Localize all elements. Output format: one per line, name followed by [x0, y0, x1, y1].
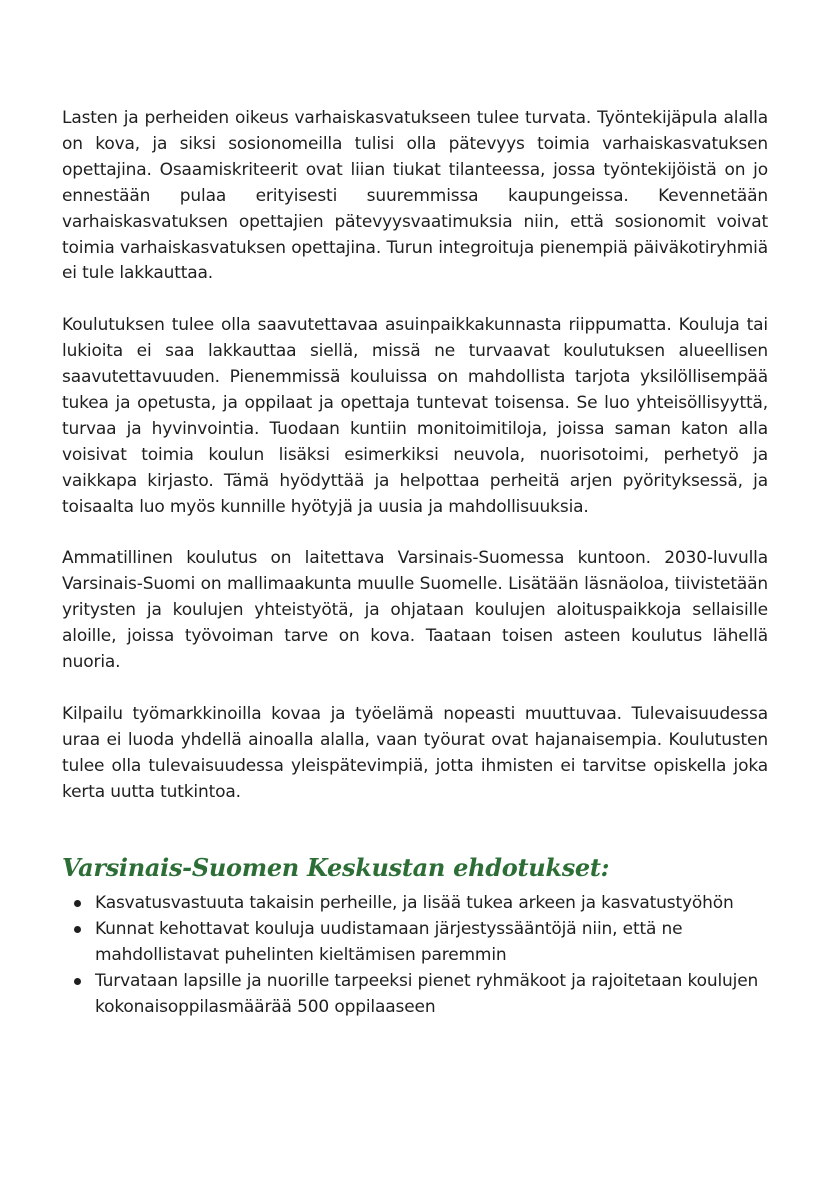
proposals-heading: Varsinais-Suomen Keskustan ehdotukset:: [62, 853, 610, 883]
list-item-text: Turvataan lapsille ja nuorille tarpeeksi pienet ryhmäkoot ja rajoitetaan koulujen kokonaisoppilasmäärää 500 oppilaaseen: [95, 971, 759, 1018]
paragraph-working-life: Kilpailu työmarkkinoilla kovaa ja työelämä nopeasti muuttuvaa. Tulevaisuudessa uraa ei luoda yhdellä ainoalla alalla, vaan työurat ovat hajanaisempia. Koulutusten tulee olla tulevaisuudessa yleispätevimpiä, jotta ihmisten ei tarvitse opiskella joka kerta uutta tutkintoa.: [62, 703, 768, 802]
list-item: [62, 917, 768, 969]
paragraph-vocational-education: Ammatillinen koulutus on laitettava Varsinais-Suomessa kuntoon. 2030-luvulla Varsinais-Suomi on mallimaakunta muulle Suomelle. Lisätään läsnäoloa, tiivistetään yritysten ja koulujen yhteistyötä, ja ohjataan koulujen aloituspaikkoja sellaisille aloille, joissa työvoiman tarve on kova. Taataan toisen asteen koulutus lähellä nuoria.: [62, 548, 768, 672]
list-item-text: Kunnat kehottavat kouluja uudistamaan järjestyssääntöjä niin, että ne mahdollistavat puhelinten kieltämisen paremmin: [95, 919, 683, 966]
paragraph-school-accessibility: Koulutuksen tulee olla saavutettavaa asuinpaikkakunnasta riippumatta. Kouluja tai lukioita ei saa lakkauttaa siellä, missä ne turvaavat koulutuksen alueellisen saavutettavuuden. Pienemmissä kouluissa on mahdollista tarjota yksilöllisempää tukea ja opetusta, ja oppilaat ja opettaja tuntevat toisensa. Se luo yhteisöllisyyttä, turvaa ja hyvinvointia. Tuodaan kuntiin monitoimitiloja, joissa saman katon alla voisivat toimia koulun lisäksi esimerkiksi neuvola, nuorisotoimi, perhetyö ja vaikkapa kirjasto. Tämä hyödyttää ja helpottaa perheitä arjen pyörityksessä, ja toisaalta luo myös kunnille hyötyjä ja uusia ja mahdollisuuksia.: [62, 315, 768, 517]
bullet-icon: [74, 900, 81, 907]
paragraph-early-education: Lasten ja perheiden oikeus varhaiskasvatukseen tulee turvata. Työntekijäpula alalla on kova, ja siksi sosionomeilla tulisi olla pätevyys toimia varhaiskasvatuksen opettajina. Osaamiskriteerit ovat liian tiukat tilanteessa, jossa työntekijöistä on jo ennestään pulaa erityisesti suuremmissa kaupungeissa. Kevennetään varhaiskasvatuksen opettajien pätevyysvaatimuksia niin, että sosionomit voivat toimia varhaiskasvatuksen opettajina. Turun integroituja pienempiä päiväkotiryhmiä ei tule lakkauttaa.: [62, 108, 768, 284]
list-item: [62, 891, 768, 917]
document-page: [62, 106, 768, 1021]
bullet-icon: [74, 926, 81, 933]
bullet-icon: [74, 978, 81, 985]
list-item: [62, 969, 768, 1021]
proposals-list: [62, 891, 768, 1021]
list-item-text: Kasvatusvastuuta takaisin perheille, ja lisää tukea arkeen ja kasvatustyöhön: [95, 893, 734, 914]
